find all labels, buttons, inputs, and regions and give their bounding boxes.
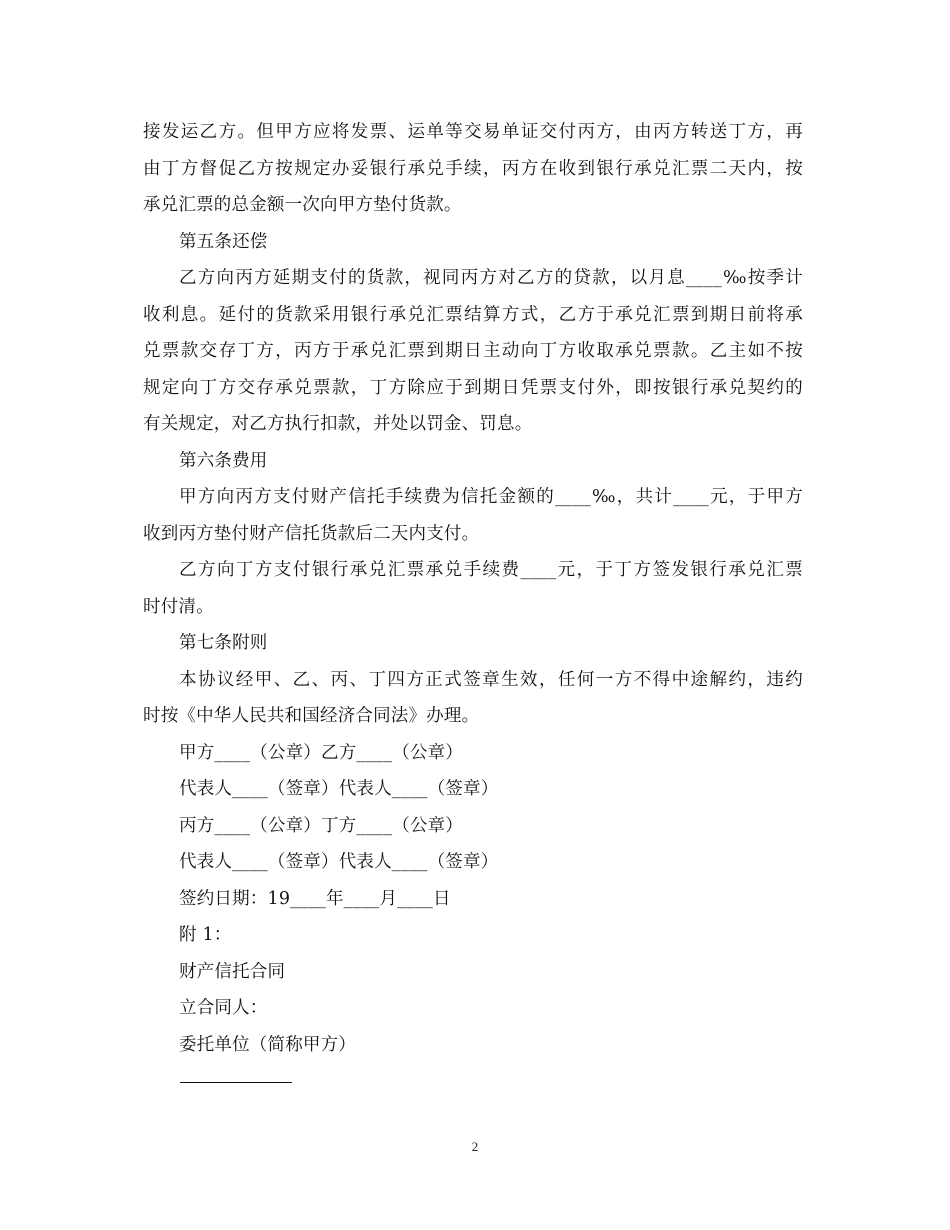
text-line: 第七条附则 — [179, 633, 268, 653]
text-line: 财产信托合同 — [179, 961, 286, 982]
document-body — [143, 114, 803, 1063]
text-line: 代表人____（签章）代表人____（签章） — [179, 779, 499, 799]
text-line: 接发运乙方。但甲方应将发票、运单等交易单证交付丙方，由丙方转送丁方，再 — [143, 122, 803, 142]
blank-signature-line — [180, 1082, 292, 1083]
text-line: 第六条费用 — [179, 450, 268, 471]
text-line: 丙方____（公章）丁方____（公章） — [179, 815, 463, 836]
text-line: 甲方____（公章）乙方____（公章） — [179, 742, 463, 763]
page-number: 2 — [471, 1139, 479, 1154]
text-line: 收利息。延付的货款采用银行承兑汇票结算方式，乙方于承兑汇票到期日前将承 — [143, 304, 803, 325]
text-line: 有关规定，对乙方执行扣款，并处以罚金、罚息。 — [143, 414, 533, 434]
text-line: 承兑汇票的总金额一次向甲方垫付货款。 — [143, 195, 462, 215]
text-line: 规定向丁方交存承兑票款，丁方除应于到期日凭票支付外，即按银行承兑契约的 — [143, 377, 803, 398]
text-line: 立合同人： — [179, 998, 268, 1018]
text-line: 时按《中华人民共和国经济合同法》办理。 — [143, 706, 480, 726]
text-line: 乙方向丙方延期支付的货款，视同丙方对乙方的贷款，以月息____‰按季计 — [179, 268, 803, 288]
text-line: 代表人____（签章）代表人____（签章） — [179, 852, 499, 872]
text-line: 附 1： — [179, 925, 232, 945]
text-line: 收到丙方垫付财产信托货款后二天内支付。 — [143, 523, 480, 544]
text-line: 第五条还偿 — [179, 231, 268, 252]
text-line: 本协议经甲、乙、丙、丁四方正式签章生效，任何一方不得中途解约，违约 — [179, 669, 803, 690]
text-line: 签约日期：19____年____月____日 — [179, 888, 451, 909]
text-line: 委托单位（简称甲方） — [179, 1034, 356, 1055]
text-line: 兑票款交存丁方，丙方于承兑汇票到期日主动向丁方收取承兑票款。乙主如不按 — [143, 341, 803, 361]
text-line: 甲方向丙方支付财产信托手续费为信托金额的____‰，共计____元，于甲方 — [179, 487, 803, 507]
text-line: 时付清。 — [143, 596, 214, 617]
text-line: 乙方向丁方支付银行承兑汇票承兑手续费____元，于丁方签发银行承兑汇票 — [179, 560, 803, 580]
text-line: 由丁方督促乙方按规定办妥银行承兑手续，丙方在收到银行承兑汇票二天内，按 — [143, 158, 803, 179]
